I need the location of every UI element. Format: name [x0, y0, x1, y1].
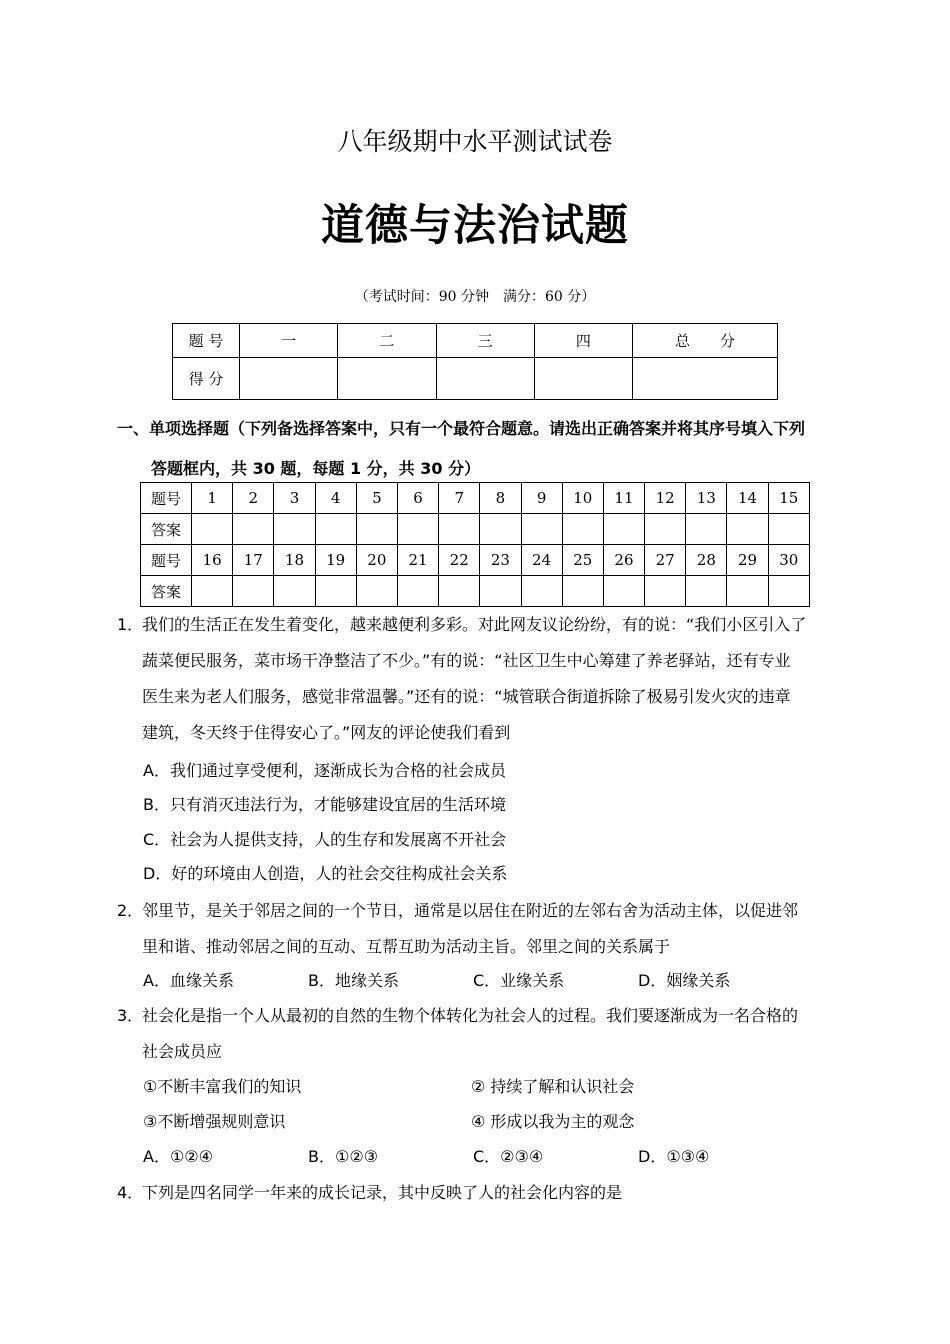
question-4-stem — [117, 1175, 842, 1211]
answer-cell[interactable] — [521, 514, 562, 545]
score-header-cell: 总 分 — [633, 324, 778, 358]
answer-num-cell: 25 — [562, 545, 603, 576]
question-3-options — [143, 1140, 843, 1174]
answer-table-num-row — [141, 483, 810, 514]
score-header-cell: 题 号 — [173, 324, 240, 358]
question-1-line: 蔬菜便民服务，菜市场干净整洁了不少。”有的说：“社区卫生中心筹建了养老驿站，还有专业 — [142, 651, 791, 670]
answer-cell[interactable] — [356, 576, 397, 607]
answer-cell[interactable] — [603, 514, 644, 545]
answer-cell[interactable] — [521, 576, 562, 607]
answer-num-cell: 3 — [274, 483, 315, 514]
score-cell[interactable] — [436, 358, 534, 400]
answer-num-cell: 11 — [603, 483, 644, 514]
question-3-statement-4: ④ 形成以我为主的观念 — [471, 1112, 635, 1131]
answer-num-cell: 5 — [356, 483, 397, 514]
question-1-number: 1． — [117, 615, 144, 634]
answer-table-num-row — [141, 545, 810, 576]
section1-heading-line1: 一、单项选择题（下列备选择答案中，只有一个最符合题意。请选出正确答案并将其序号填入下列 — [117, 419, 806, 438]
answer-cell[interactable] — [274, 514, 315, 545]
question-3-option-d: D．①③④ — [638, 1147, 710, 1166]
score-table-header-row — [173, 324, 778, 358]
answer-cell[interactable] — [727, 576, 768, 607]
question-2-number: 2． — [117, 901, 144, 920]
answer-num-cell: 23 — [480, 545, 521, 576]
answer-num-label: 题号 — [141, 483, 192, 514]
question-1-option-c: C．社会为人提供支持，人的生存和发展离不开社会 — [143, 830, 507, 849]
answer-num-cell: 19 — [315, 545, 356, 576]
answer-cell[interactable] — [439, 514, 480, 545]
answer-cell[interactable] — [192, 576, 233, 607]
answer-num-cell: 18 — [274, 545, 315, 576]
question-3-option-c: C．②③④ — [473, 1147, 544, 1166]
score-header-cell: 一 — [240, 324, 338, 358]
question-1-line: 我们的生活正在发生着变化，越来越便利多彩。对此网友议论纷纷，有的说：“我们小区引入了 — [142, 615, 807, 634]
score-cell[interactable] — [633, 358, 778, 400]
question-3-stem — [117, 998, 842, 1070]
answer-table — [140, 482, 810, 607]
answer-cell[interactable] — [397, 514, 438, 545]
question-2-line: 邻里节，是关于邻居之间的一个节日，通常是以居住在附近的左邻右舍为活动主体，以促进邻 — [142, 901, 799, 920]
question-2-option-d: D．姻缘关系 — [638, 971, 731, 990]
answer-cell[interactable] — [192, 514, 233, 545]
question-1-line: 医生来为老人们服务，感觉非常温馨。”还有的说：“城管联合街道拆除了极易引发火灾的违章 — [142, 687, 791, 706]
answer-num-cell: 12 — [645, 483, 686, 514]
answer-cell[interactable] — [768, 576, 809, 607]
question-3-statement-1: ①不断丰富我们的知识 — [143, 1077, 302, 1096]
answer-table-ans-row — [141, 576, 810, 607]
answer-cell[interactable] — [315, 576, 356, 607]
question-3-statements-1 — [143, 1070, 843, 1104]
answer-cell[interactable] — [315, 514, 356, 545]
answer-num-cell: 21 — [397, 545, 438, 576]
answer-num-cell: 28 — [686, 545, 727, 576]
question-1-option-d: D．好的环境由人创造，人的社会交往构成社会关系 — [143, 864, 508, 883]
question-1-line: 建筑，冬天终于住得安心了。”网友的评论使我们看到 — [142, 723, 511, 742]
answer-num-cell: 27 — [645, 545, 686, 576]
answer-cell[interactable] — [686, 514, 727, 545]
question-3-option-b: B．①②③ — [308, 1147, 379, 1166]
question-2-stem — [117, 893, 842, 965]
answer-ans-label: 答案 — [141, 514, 192, 545]
question-2-option-a: A．血缘关系 — [143, 971, 234, 990]
answer-cell[interactable] — [233, 514, 274, 545]
answer-num-cell: 2 — [233, 483, 274, 514]
score-row-label: 得 分 — [173, 358, 240, 400]
answer-cell[interactable] — [356, 514, 397, 545]
answer-num-cell: 16 — [192, 545, 233, 576]
answer-num-cell: 24 — [521, 545, 562, 576]
answer-cell[interactable] — [397, 576, 438, 607]
answer-ans-label: 答案 — [141, 576, 192, 607]
answer-cell[interactable] — [686, 576, 727, 607]
exam-subtitle: 八年级期中水平测试试卷 — [337, 127, 613, 156]
answer-cell[interactable] — [480, 576, 521, 607]
score-header-cell: 三 — [436, 324, 534, 358]
answer-num-cell: 8 — [480, 483, 521, 514]
answer-num-cell: 14 — [727, 483, 768, 514]
answer-cell[interactable] — [727, 514, 768, 545]
score-cell[interactable] — [240, 358, 338, 400]
answer-num-cell: 1 — [192, 483, 233, 514]
exam-info: （考试时间：90 分钟 满分：60 分） — [354, 289, 596, 305]
score-table — [172, 323, 778, 400]
exam-title: 道德与法治试题 — [321, 201, 629, 251]
answer-cell[interactable] — [439, 576, 480, 607]
question-2-option-c: C．业缘关系 — [473, 971, 565, 990]
score-cell[interactable] — [338, 358, 436, 400]
score-header-cell: 二 — [338, 324, 436, 358]
question-3-statements-2 — [143, 1105, 843, 1139]
question-3-number: 3． — [117, 1006, 144, 1025]
answer-table-ans-row — [141, 514, 810, 545]
answer-num-cell: 15 — [768, 483, 809, 514]
question-3-option-a: A．①②④ — [143, 1147, 213, 1166]
question-1-option-a: A．我们通过享受便利，逐渐成长为合格的社会成员 — [143, 761, 506, 780]
question-3-statement-2: ② 持续了解和认识社会 — [471, 1077, 635, 1096]
answer-num-cell: 20 — [356, 545, 397, 576]
answer-num-cell: 6 — [397, 483, 438, 514]
question-4-line: 下列是四名同学一年来的成长记录，其中反映了人的社会化内容的是 — [142, 1183, 623, 1202]
question-1-option-b: B．只有消灭违法行为，才能够建设宜居的生活环境 — [143, 795, 506, 814]
question-4-number: 4． — [117, 1183, 144, 1202]
answer-cell[interactable] — [274, 576, 315, 607]
answer-num-cell: 9 — [521, 483, 562, 514]
answer-cell[interactable] — [480, 514, 521, 545]
question-2-line: 里和谐、推动邻居之间的互动、互帮互助为活动主旨。邻里之间的关系属于 — [142, 937, 671, 956]
answer-cell[interactable] — [562, 576, 603, 607]
answer-cell[interactable] — [603, 576, 644, 607]
answer-num-cell: 29 — [727, 545, 768, 576]
answer-num-cell: 13 — [686, 483, 727, 514]
answer-cell[interactable] — [233, 576, 274, 607]
question-2-options — [143, 964, 843, 998]
section1-heading — [117, 409, 842, 489]
section1-heading-line2: 答题框内，共 30 题，每题 1 分，共 30 分） — [151, 459, 481, 478]
answer-num-cell: 10 — [562, 483, 603, 514]
answer-cell[interactable] — [562, 514, 603, 545]
answer-cell[interactable] — [645, 514, 686, 545]
answer-num-cell: 4 — [315, 483, 356, 514]
answer-num-cell: 26 — [603, 545, 644, 576]
answer-num-cell: 30 — [768, 545, 809, 576]
score-header-cell: 四 — [534, 324, 632, 358]
answer-num-cell: 17 — [233, 545, 274, 576]
question-3-statement-3: ③不断增强规则意识 — [143, 1112, 286, 1131]
score-table-score-row — [173, 358, 778, 400]
question-3-line: 社会化是指一个人从最初的自然的生物个体转化为社会人的过程。我们要逐渐成为一名合格的 — [142, 1006, 799, 1025]
question-1-stem — [117, 607, 842, 751]
answer-num-label: 题号 — [141, 545, 192, 576]
answer-num-cell: 22 — [439, 545, 480, 576]
answer-cell[interactable] — [645, 576, 686, 607]
score-cell[interactable] — [534, 358, 632, 400]
question-2-option-b: B．地缘关系 — [308, 971, 399, 990]
answer-cell[interactable] — [768, 514, 809, 545]
question-3-line: 社会成员应 — [142, 1042, 223, 1061]
answer-num-cell: 7 — [439, 483, 480, 514]
